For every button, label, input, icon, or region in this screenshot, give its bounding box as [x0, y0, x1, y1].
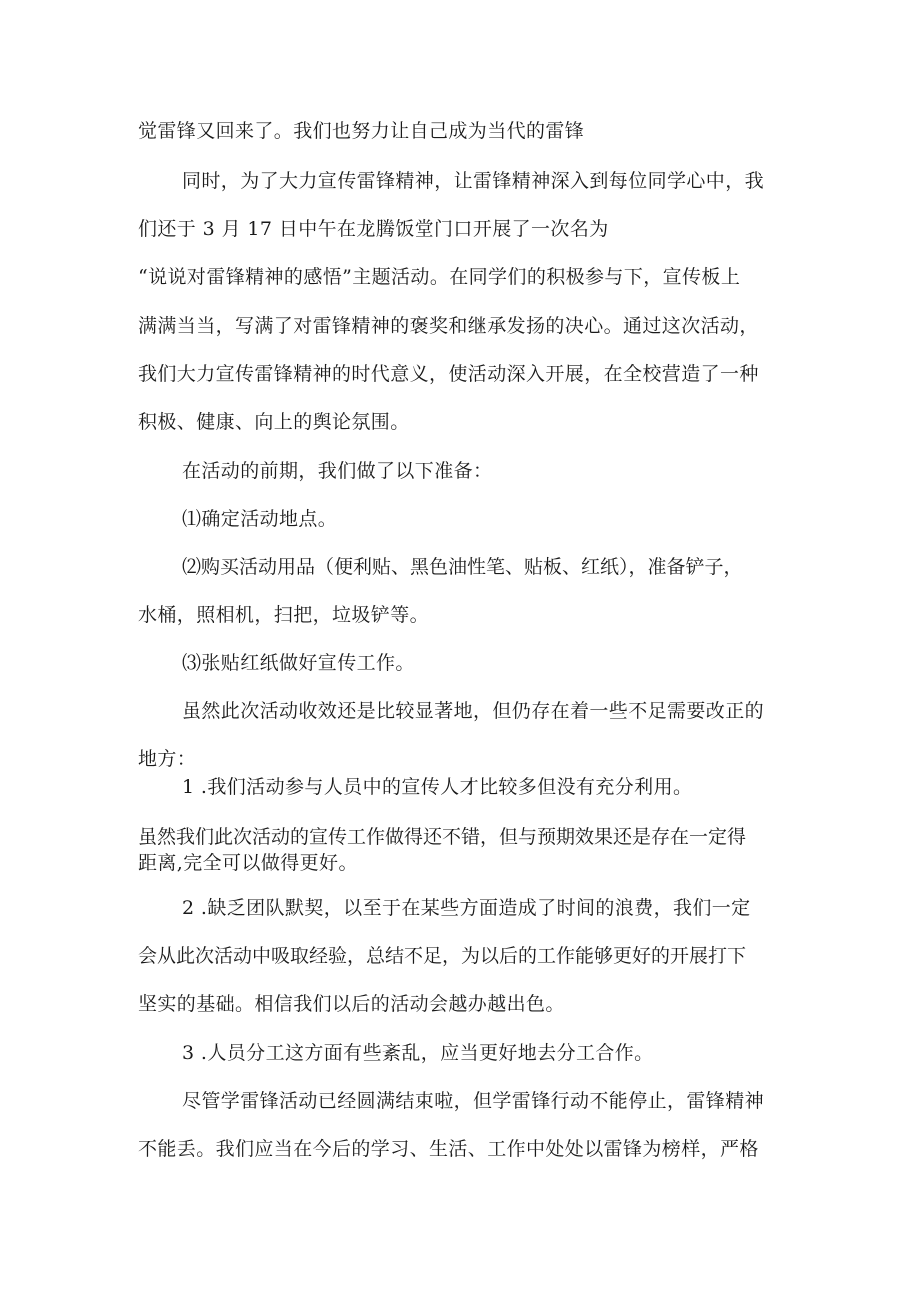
list-item-2: ⑵购买活动用品（便利贴、黑色油性笔、贴板、红纸），准备铲子，: [182, 556, 743, 578]
text-line-9: 虽然此次活动收效还是比较显著地，但仍存在着一些不足需要改正的: [182, 700, 765, 722]
issue-item-2-cont: 会从此次活动中吸取经验，总结不足，为以后的工作能够更好的开展打下: [138, 945, 747, 967]
text-line-12: 不能丢。我们应当在今后的学习、生活、工作中处处以雷锋为榜样，严格: [138, 1138, 759, 1160]
text-line-6: 我们大力宣传雷锋精神的时代意义，使活动深入开展，在全校营造了一种: [138, 363, 759, 385]
issue-item-3: 3 .人员分工这方面有些紊乱，应当更好地去分工合作。: [182, 1042, 654, 1064]
text-line-4: “说说对雷锋精神的感悟”主题活动。在同学们的积极参与下，宣传板上: [138, 266, 741, 288]
list-item-3: ⑶张贴红纸做好宣传工作。: [182, 652, 415, 674]
text-line-11: 尽管学雷锋活动已经圆满结束啦，但学雷锋行动不能停止，雷锋精神: [182, 1090, 765, 1112]
text-line-5: 满满当当，写满了对雷锋精神的褒奖和继承发扬的决心。通过这次活动，: [138, 315, 759, 337]
text-line-3: 们还于 3 月 17 日中午在龙腾饭堂门口开展了一次名为: [138, 218, 609, 240]
text-line-7: 积极、健康、向上的舆论氛围。: [138, 411, 410, 433]
issue-item-2-cont-2: 坚实的基础。相信我们以后的活动会越办越出色。: [138, 993, 565, 1015]
issue-item-2: 2 .缺乏团队默契，以至于在某些方面造成了时间的浪费，我们一定: [182, 897, 751, 919]
issue-item-1-detail: 虽然我们此次活动的宣传工作做得还不错，但与预期效果还是存在一定得: [138, 826, 747, 848]
list-item-2-cont: 水桶，照相机，扫把，垃圾铲等。: [138, 604, 430, 626]
text-line-8: 在活动的前期，我们做了以下准备：: [182, 460, 493, 482]
text-line-1: 觉雷锋又回来了。我们也努力让自己成为当代的雷锋: [138, 120, 585, 142]
issue-item-1-detail-cont: 距离,完全可以做得更好。: [138, 852, 358, 874]
text-line-2: 同时，为了大力宣传雷锋精神，让雷锋精神深入到每位同学心中，我: [182, 170, 765, 192]
text-line-10: 地方：: [138, 748, 197, 770]
list-item-1: ⑴确定活动地点。: [182, 508, 338, 530]
issue-item-1: 1 .我们活动参与人员中的宣传人才比较多但没有充分利用。: [182, 776, 693, 798]
